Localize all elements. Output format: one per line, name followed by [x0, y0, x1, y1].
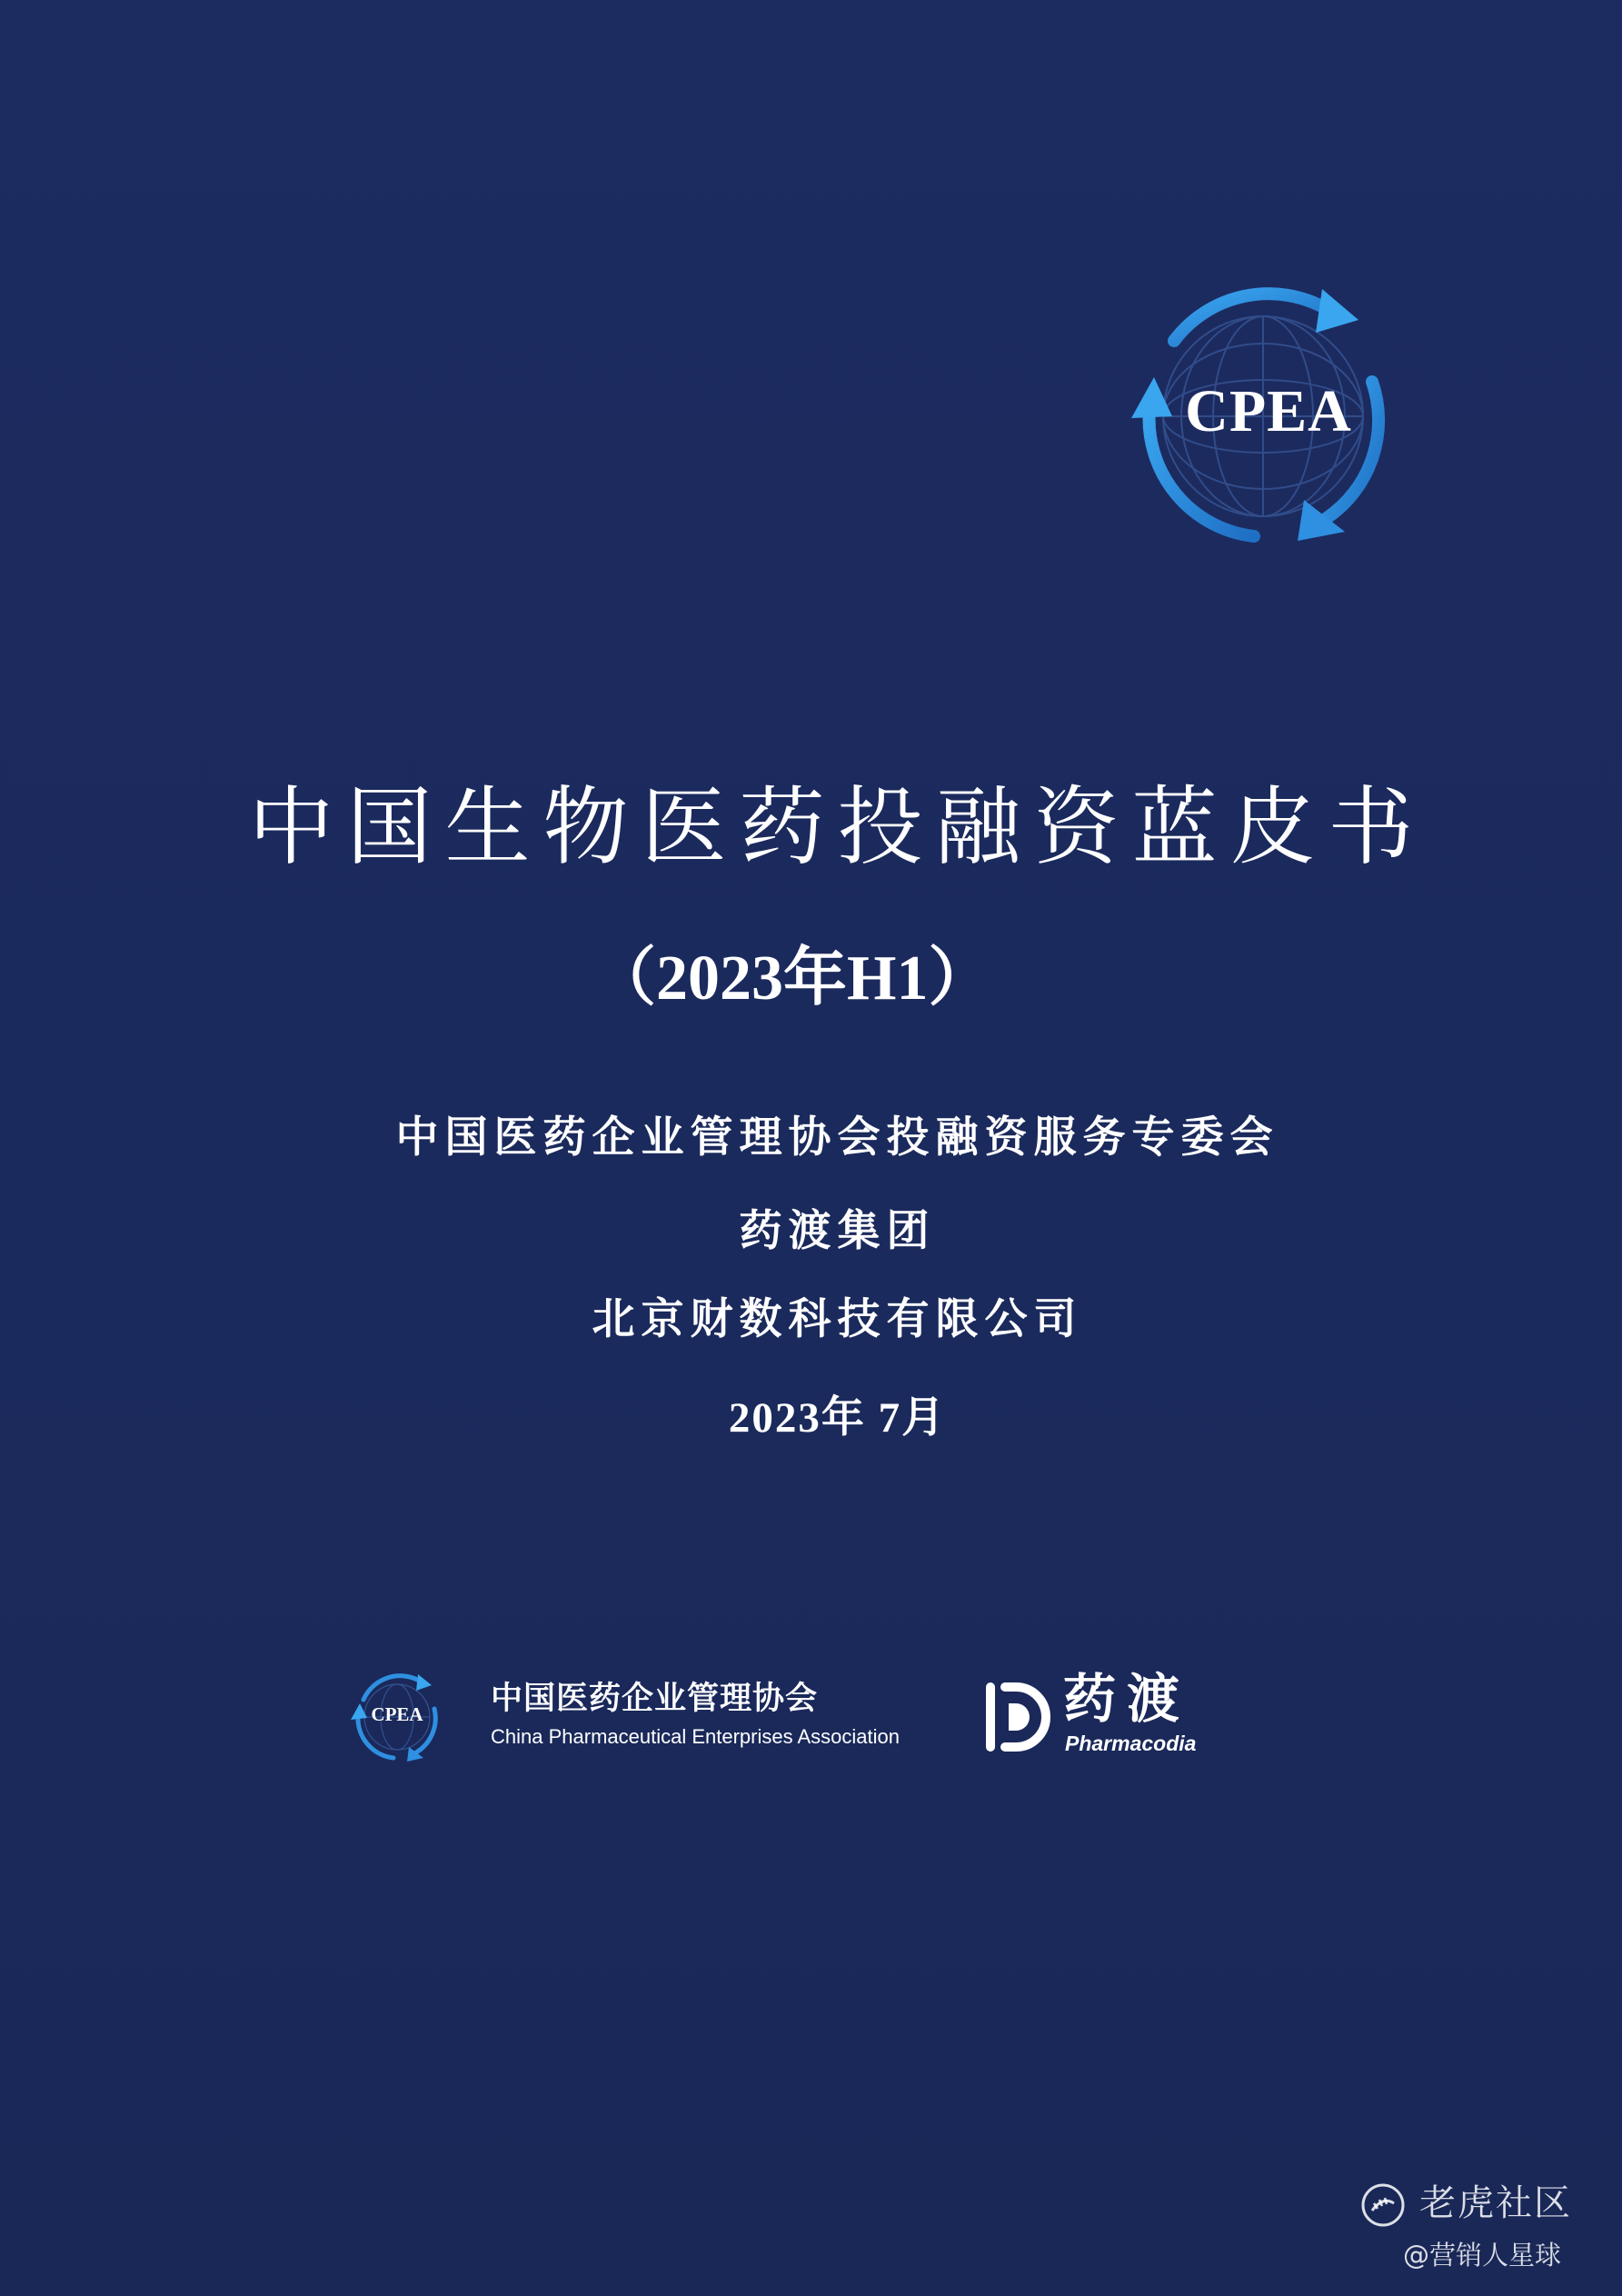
- watermark-main-text: 老虎社区: [1419, 2182, 1572, 2224]
- association-name-cn: 中国医药企业管理协会: [491, 1681, 819, 1717]
- organization-line-3: 北京财数科技有限公司: [592, 1294, 1083, 1344]
- pharmacodia-d-icon: [978, 1680, 1052, 1754]
- document-subtitle: （2023年H1）: [592, 943, 992, 1013]
- organization-line-2: 药渡集团: [739, 1206, 936, 1256]
- pharmacodia-name-en: Pharmacodia: [1065, 1732, 1197, 1755]
- association-name-en: China Pharmaceutical Enterprises Association: [491, 1725, 901, 1748]
- watermark-sub-text: @营销人星球: [1403, 2240, 1562, 2271]
- pharmacodia-name-cn: 药渡: [1063, 1668, 1191, 1730]
- tiger-paw-icon: [1359, 2181, 1407, 2229]
- organization-line-1: 中国医药企业管理协会投融资服务专委会: [395, 1113, 1279, 1163]
- cpea-small-logo-text: CPEA: [371, 1703, 423, 1725]
- publication-date: 2023年 7月: [728, 1394, 947, 1442]
- document-title: 中国生物医药投融资蓝皮书: [248, 778, 1427, 877]
- cpea-logo-text: CPEA: [1185, 378, 1352, 444]
